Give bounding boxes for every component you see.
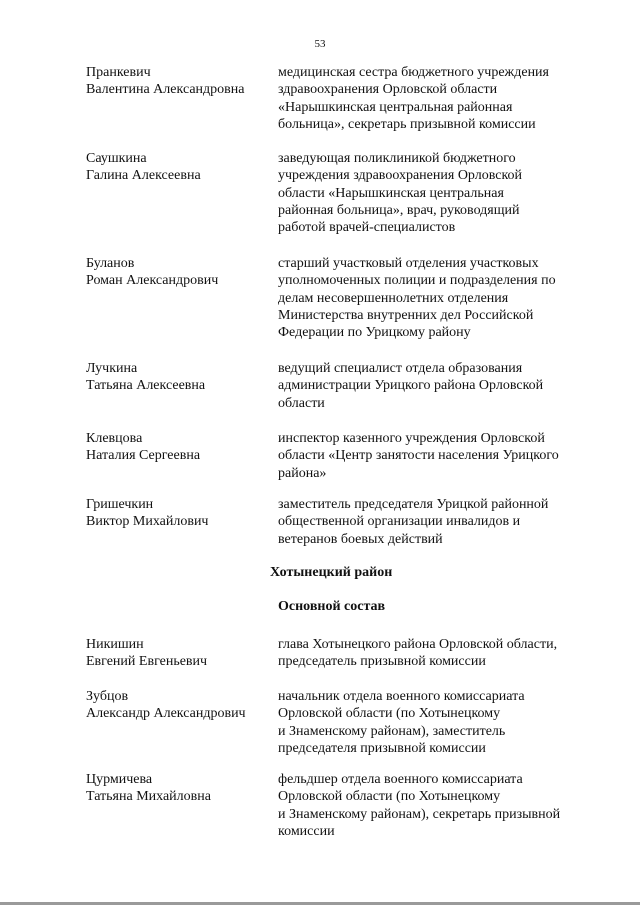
member-position-line: и Знаменскому районам), секретарь призывной bbox=[278, 806, 561, 822]
member-position-line: Орловской области (по Хотынецкому bbox=[278, 789, 501, 805]
member-position-line: заместитель председателя Урицкой районной bbox=[278, 497, 549, 512]
member-position-line: комиссии bbox=[278, 823, 335, 839]
member-position-line: фельдшер отдела военного комиссариата bbox=[278, 772, 523, 787]
member-position-line: и Знаменскому районам), заместитель bbox=[278, 723, 506, 739]
member-position bbox=[278, 496, 608, 548]
member-name-line: Татьяна Михайловна bbox=[86, 789, 211, 805]
member-name bbox=[86, 496, 276, 531]
member-position-line: ветеранов боевых действий bbox=[278, 531, 443, 547]
member-position-line: заведующая поликлиникой бюджетного bbox=[278, 151, 516, 166]
member-name-line: Лучкина bbox=[86, 361, 138, 376]
member-name bbox=[86, 771, 276, 806]
member-position-line: больница», секретарь призывной комиссии bbox=[278, 116, 536, 132]
member-name bbox=[86, 636, 276, 671]
member-position bbox=[278, 636, 608, 671]
member-name-line: Евгений Евгеньевич bbox=[86, 654, 208, 670]
member-position-line: администрации Урицкого района Орловской bbox=[278, 378, 544, 394]
member-name-line: Наталия Сергеевна bbox=[86, 448, 201, 464]
member-position-line: инспектор казенного учреждения Орловской bbox=[278, 431, 545, 446]
member-position-line: общественной организации инвалидов и bbox=[278, 514, 521, 530]
composition-heading: Основной состав bbox=[278, 599, 386, 614]
member-name bbox=[86, 64, 276, 99]
member-position-line: районная больница», врач, руководящий bbox=[278, 202, 520, 218]
member-position bbox=[278, 688, 608, 757]
member-name bbox=[86, 430, 276, 465]
member-name-line: Саушкина bbox=[86, 151, 147, 166]
member-position-line: председатель призывной комиссии bbox=[278, 654, 486, 670]
member-name-line: Татьяна Алексеевна bbox=[86, 378, 206, 394]
member-position-line: области «Центр занятости населения Урицкого bbox=[278, 448, 559, 464]
member-name-line: Александр Александрович bbox=[86, 706, 246, 722]
member-position bbox=[278, 360, 608, 412]
member-name-line: Роман Александрович bbox=[86, 273, 219, 289]
member-position-line: области «Нарышкинская центральная bbox=[278, 185, 504, 201]
member-name-line: Зубцов bbox=[86, 689, 129, 704]
member-position-line: уполномоченных полиции и подразделения по bbox=[278, 273, 556, 289]
member-position-line: ведущий специалист отдела образования bbox=[278, 361, 523, 376]
member-position-line: работой врачей-специалистов bbox=[278, 220, 456, 236]
member-name-line: Валентина Александровна bbox=[86, 82, 245, 98]
member-position-line: Орловской области (по Хотынецкому bbox=[278, 706, 501, 722]
member-name bbox=[86, 150, 276, 185]
member-position-line: Министерства внутренних дел Российской bbox=[278, 307, 534, 323]
member-name-line: Галина Алексеевна bbox=[86, 168, 201, 184]
member-name-line: Никишин bbox=[86, 637, 144, 652]
district-heading: Хотынецкий район bbox=[270, 565, 393, 580]
member-name-line: Гришечкин bbox=[86, 497, 154, 512]
member-position-line: учреждения здравоохранения Орловской bbox=[278, 168, 523, 184]
member-position-line: «Нарышкинская центральная районная bbox=[278, 99, 513, 115]
member-name-line: Виктор Михайлович bbox=[86, 514, 209, 530]
member-name-line: Цурмичева bbox=[86, 772, 153, 787]
member-position-line: района» bbox=[278, 465, 327, 481]
member-position bbox=[278, 64, 608, 133]
member-name bbox=[86, 255, 276, 290]
member-position bbox=[278, 771, 608, 840]
member-name bbox=[86, 688, 276, 723]
member-position bbox=[278, 430, 608, 482]
member-name-line: Буланов bbox=[86, 256, 135, 271]
member-position bbox=[278, 255, 608, 341]
member-position-line: глава Хотынецкого района Орловской области, bbox=[278, 637, 558, 652]
member-position-line: медицинская сестра бюджетного учреждения bbox=[278, 65, 549, 80]
member-position-line: здравоохранения Орловской области bbox=[278, 82, 498, 98]
member-position-line: Федерации по Урицкому району bbox=[278, 325, 471, 341]
member-name bbox=[86, 360, 276, 395]
member-position-line: области bbox=[278, 395, 325, 411]
member-position-line: делам несовершеннолетних отделения bbox=[278, 290, 509, 306]
member-position-line: председателя призывной комиссии bbox=[278, 740, 486, 756]
member-name-line: Пранкевич bbox=[86, 65, 151, 80]
member-name-line: Клевцова bbox=[86, 431, 143, 446]
member-position bbox=[278, 150, 608, 236]
member-position-line: начальник отдела военного комиссариата bbox=[278, 689, 525, 704]
page-number: 53 bbox=[314, 38, 326, 50]
member-position-line: старший участковый отделения участковых bbox=[278, 256, 539, 271]
